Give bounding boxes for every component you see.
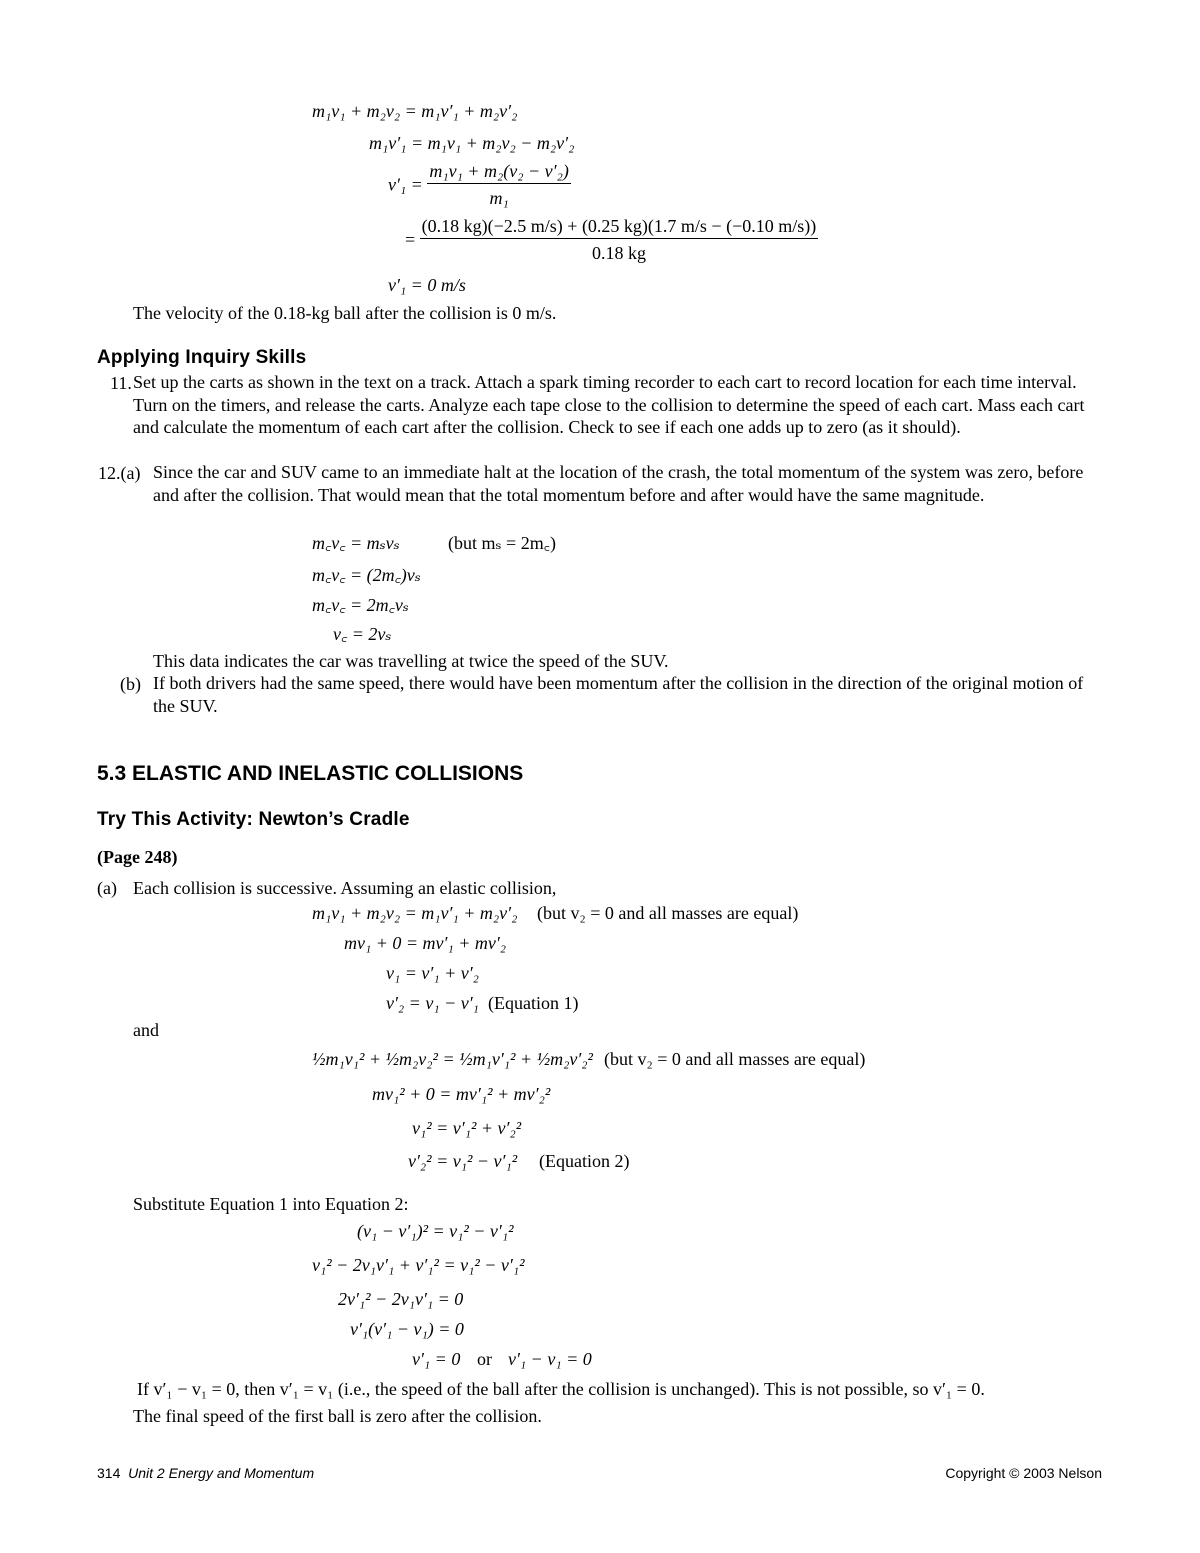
connector-text: and [133, 1020, 159, 1040]
equation-car-suv: v꜀ = 2vₛ [333, 624, 392, 644]
equation-substitution: (v₁ − v′₁)² = v₁² − v′₁² [357, 1221, 514, 1241]
section-heading: Applying Inquiry Skills [97, 347, 307, 368]
answer-text: Each collision is successive. Assuming an elastic collision, [133, 878, 557, 898]
section-title: 5.3 ELASTIC AND INELASTIC COLLISIONS [97, 762, 524, 785]
equation-car-suv: m꜀v꜀ = (2m꜀)vₛ [312, 565, 421, 585]
question-number: 11. [110, 373, 132, 393]
question-number: (b) [120, 674, 141, 694]
connector-text: or [477, 1349, 492, 1369]
fraction-numerator: m₁v₁ + m₂(v₂ − v′₂) [427, 160, 570, 184]
equation-note: (but v₂ = 0 and all masses are equal) [604, 1049, 866, 1069]
answer-text: If v′₁ − v₁ = 0, then v′₁ = v₁ (i.e., the speed of the ball after the collision is unchanged). This is not possible, so v′₁ = 0. [137, 1379, 985, 1399]
equation-rearranged: m₁v′₁ = m₁v₁ + m₂v₂ − m₂v′₂ [369, 133, 575, 153]
answer-text: This data indicates the car was travelling at twice the speed of the SUV. [153, 651, 669, 671]
fraction [420, 215, 819, 264]
equation-momentum: v₁ = v′₁ + v′₂ [386, 963, 479, 983]
equation-note: (but mₛ = 2m꜀) [448, 533, 556, 553]
equation-lhs: = [405, 229, 416, 250]
fraction-denominator: m₁ [489, 188, 509, 208]
equation-momentum: mv₁ + 0 = mv′₁ + mv′₂ [344, 933, 507, 953]
fraction-denominator: 0.18 kg [591, 243, 646, 263]
fraction [427, 160, 570, 209]
answer-text: Set up the carts as shown in the text on a track. Attach a spark timing recorder to each cart to record location for each time interval. Turn on the timers, and release the carts. Analyze each tape close to the collision to determine the speed of each cart. Mass each cart and calculate the momentum of each cart after the collision. Check to see if each one adds up to zero (as it should). [133, 372, 1085, 437]
equation-momentum-conservation: m₁v₁ + m₂v₂ = m₁v′₁ + m₂v′₂ [312, 101, 518, 121]
page-reference: (Page 248) [97, 847, 178, 867]
page-footer [97, 1465, 314, 1481]
equation-substitution: v₁² − 2v₁v′₁ + v′₁² = v₁² − v′₁² [312, 1255, 525, 1275]
answer-text: Since the car and SUV came to an immediate halt at the location of the crash, the total momentum of the system was zero, before and after the collision. That would mean that the total momentum before and after would have the same magnitude. [153, 462, 1084, 505]
fraction-numerator: (0.18 kg)(−2.5 m/s) + (0.25 kg)(1.7 m/s − (−0.10 m/s)) [420, 215, 819, 239]
equation-label: (Equation 2) [539, 1151, 630, 1171]
equation-kinetic-energy: mv₁² + 0 = mv′₁² + mv′₂² [372, 1084, 551, 1104]
question-number: (a) [97, 878, 117, 898]
equation-car-suv: m꜀v꜀ = 2m꜀vₛ [312, 595, 409, 615]
equation-note: (but v₂ = 0 and all masses are equal) [537, 903, 799, 923]
question-number: 12.(a) [98, 463, 141, 483]
answer-text: The velocity of the 0.18-kg ball after the collision is 0 m/s. [133, 303, 557, 323]
answer-text: The final speed of the first ball is zero after the collision. [133, 1406, 542, 1426]
equation-lhs: v′₁ = [388, 174, 423, 195]
equation-substitution: 2v′₁² − 2v₁v′₁ = 0 [338, 1289, 464, 1309]
unit-title: Unit 2 Energy and Momentum [128, 1465, 315, 1481]
equation-substitution [405, 215, 818, 264]
equation-result: v′₁ = 0 m/s [388, 275, 466, 295]
equation-momentum: m₁v₁ + m₂v₂ = m₁v′₁ + m₂v′₂ [312, 903, 518, 923]
equation-momentum: v′₂ = v₁ − v′₁ [386, 993, 479, 1013]
equation-kinetic-energy: ½m₁v₁² + ½m₂v₂² = ½m₁v′₁² + ½m₂v′₂² [312, 1049, 593, 1069]
equation-car-suv: m꜀v꜀ = mₛvₛ [312, 533, 400, 553]
equation-solution: v′₁ = 0 [412, 1349, 461, 1369]
equation-kinetic-energy: v′₂² = v₁² − v′₁² [408, 1151, 518, 1171]
equation-substitution: v′₁(v′₁ − v₁) = 0 [350, 1319, 464, 1339]
activity-heading: Try This Activity: Newton’s Cradle [97, 809, 410, 830]
page-number: 314 [97, 1465, 121, 1481]
answer-text: If both drivers had the same speed, there would have been momentum after the collision in the direction of the original motion of the SUV. [153, 673, 1084, 716]
copyright-notice: Copyright © 2003 Nelson [945, 1465, 1102, 1481]
equation-solve-v1-prime [388, 160, 571, 209]
equation-label: (Equation 1) [488, 993, 579, 1013]
equation-solution: v′₁ − v₁ = 0 [508, 1349, 592, 1369]
instruction-text: Substitute Equation 1 into Equation 2: [133, 1194, 409, 1214]
equation-kinetic-energy: v₁² = v′₁² + v′₂² [412, 1118, 522, 1138]
